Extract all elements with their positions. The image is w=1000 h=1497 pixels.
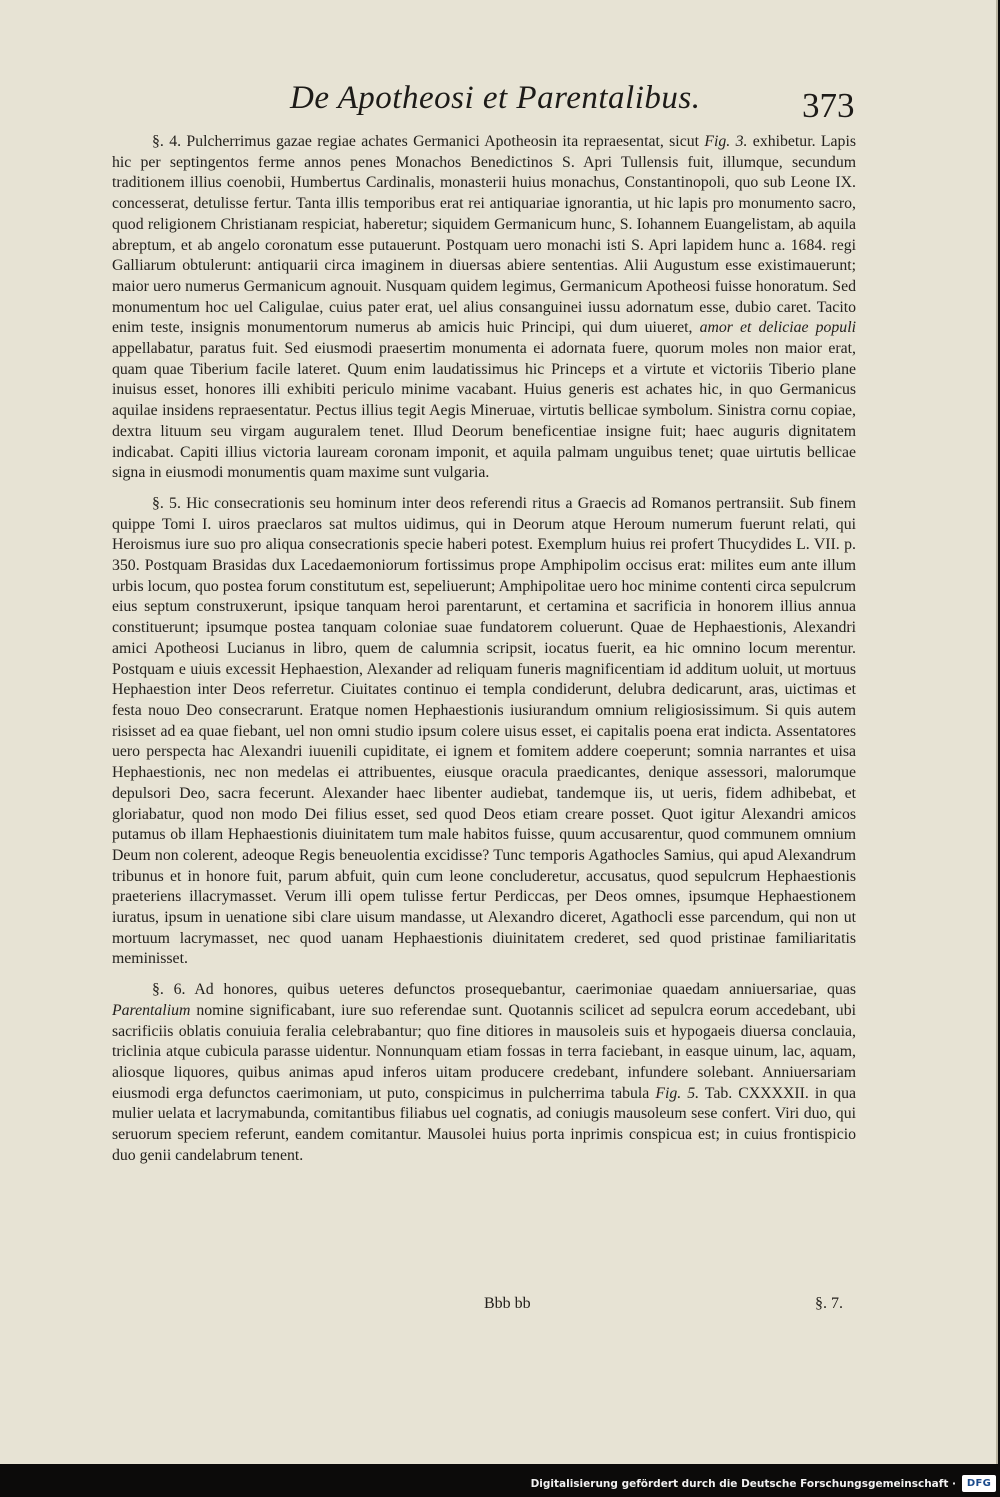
paragraph-section-5: §. 5. Hic consecrationis seu hominum inter deos referendi ritus a Graecis ad Romanos pertransiit. Sub finem quippe Tomi I. uiros praeclaros sat multos uidimus, qui in Deorum atque Heroum numerum fuerunt relati, qui Heroismus iure suo pro aliqua consecrationis specie haberi potest. Exemplum huius rei profert Thucydides L. VII. p. 350. Postquam Brasidas dux Lacedaemoniorum fortissimus prope Amphipolim occisus erat: milites eum ante illum urbis locum, quo postea forum constitutum est, sepeliuerunt; Amphipolitae uero hoc minime contenti circa sepulcrum eius septum construxerunt, ipsique tanquam heroi parentarunt, et certamina et sacrificia in honorem illius annua constituerunt; ipsumque postea tanquam coloniae suae fundatorem coluerunt. Quae de Hephaestionis, Alexandri amici Apotheosi Lucianus in libro, quem de calumnia scripsit, iocatus fuerit, ea hic omnino locum merentur. Postquam e uiuis excessit Hephaestion, Alexander ad reliquam funeris magnificentiam id additum uoluit, ut mortuus Hephaestion inter Deos referretur. Ciuitates continuo ei templa condiderunt, delubra dedicarunt, aras, uictimas et festa nouo Deo consecrarunt. Eratque nomen Hephaestionis iusiurandum omnium religiosissimum. Si quis autem risisset ad ea quae fiebant, uel non omni studio ipsum colere uisus esset, ei capitalis poena erat indicta. Assentatores uero perspecta hac Alexandri iuuenili cupiditate, ei ignem et fomitem addere coeperunt; somnia narrantes et uisa Hephaestionis, nec non medelas ei attribuentes, eiusque oracula praedicantes, denique assessori, malorumque depulsori Deo, sacra fecerunt. Alexander haec libenter audiebat, tandemque iis, ut ueris, fidem adhibebat, et gloriabatur, quod non modo Dei filius esset, sed quod Deos etiam creare posset. Quot igitur Alexandri amicos putamus ob illam Hephaestionis diuinitatem tum male habitos fuisse, quum accusarentur, quod communem omnium Deum non colerent, adeoque Regis beneuolentia excidisse? Tunc temporis Agathocles Samius, qui apud Alexandrum tribunus et in honore fuit, parum abfuit, quin cum leone concluderetur, accusatus, quod sepulcrum Hephaestionis praeteriens illacrymasset. Verum illi opem tulisse fertur Perdiccas, per Deos omnes, ipsumque Hephaestionem iuratus, ipsum in uenatione sibi clare uisum mandasse, ut Alexandro diceret, Agathocli esse parcendum, qui non ut mortuum lacrymasset, nec quod uanam Hephaestionis diuinitatem crederet, sed quod pristinae familiaritatis meminisset.: [112, 494, 856, 968]
page-body: [112, 132, 856, 1166]
figure-reference: Fig. 5.: [655, 1084, 700, 1102]
running-head-title: De Apotheosi et Parentalibus.: [290, 80, 701, 116]
figure-reference: Fig. 3.: [704, 133, 748, 150]
catchword: §. 7.: [815, 1295, 843, 1312]
paragraph-text: appellabatur, paratus fuit. Sed eiusmodi praesertim monumenta ei adornata fuere, quorum moles non maior erat, quam quae Tiberium facile lateret. Quum enim laudatissimus hic Princeps et a virtute et victoriis Tiberio plane inuisus esset, honores illi exhibiti periculo minime vacabant. Huius generis est achates hic, in quo Germanicus aquilae insidens repraesentatur. Pectus illius tegit Aegis Mineruae, virtutis bellicae symbolum. Sinistra cornu copiae, dextra lituum seu virgam auguralem tenet. Illud Deorum beneficentiae insigne fuit; haec auguris dignitatem indicabat. Capiti illius victoria lauream coronam imponit, et aquila palmam unguibus tenet; quae uirtutis bellicae signa in eiusmodi monumentis quam maxime sunt vulgaria.: [112, 340, 856, 482]
funding-notice: Digitalisierung gefördert durch die Deutsche Forschungsgemeinschaft ·: [530, 1478, 956, 1490]
paragraph-text: §. 6. Ad honores, quibus ueteres defunctos prosequebantur, caerimoniae quaedam anniuersariae, quas: [152, 981, 856, 999]
italic-quote: amor et deliciae populi: [699, 319, 856, 337]
dfg-logo-text: DFG: [966, 1478, 992, 1489]
printer-signature: Bbb bb: [484, 1295, 531, 1312]
paragraph-text: exhibetur. Lapis hic per septingentos ferme annos penes Monachos Benedictinos S. Apri Tullensis fuit, illumque, secundum traditionem illius coenobii, Humbertus Cardinalis, monasterii huius monachus, Constantinopoli, quo sub Leone IX. concesserat, detulisse fertur. Tanta illis temporibus erat rei antiquariae ignorantia, ut hic lapis pro monumento sacro, quod religionem Christianam respiciat, haberetur; siquidem Germanicum hunc, S. Iohannem Euangelistam, ab aquila abreptum, et ab angelo coronatum esse putauerunt. Postquam uero monachi isti S. Apri lapidem hunc a. 1684. regi Galliarum obtulerunt: antiquarii circa imaginem in diuersas abiere sententias. Alii Augustum esse existimauerunt; maior uero numerus Germanicum agnouit. Nusquam quidem legimus, Germanicum Apotheosi fuisse honoratum. Sed monumentum hoc uel Caligulae, cuius pater erat, uel alius consanguinei iussu adornatum esse, dubio caret. Tacito enim teste, insignis monumentorum numerus ab amicis huic Principi, qui dum uiueret,: [112, 133, 856, 337]
paragraph-text: §. 4. Pulcherrimus gazae regiae achates Germanici Apotheosin ita repraesentat, sicut: [152, 133, 705, 150]
paragraph-text: nomine significabant, iure suo referendae sunt. Quotannis scilicet ad sepulcra eorum accedebant, ubi sacrificiis oblatis conuiuia feralia celebrabantur; quo fine ditiores in mausoleis suis et hypogaeis diuersa conclauia, triclinia atque cubicula parasse uidentur. Nonnunquam etiam fossas in terra faciebant, in easque uinum, lac, aquam, aliosque liquores, quibus animas apud inferos uitam producere credebant, infundere solebant. Anniuersariam eiusmodi erga defunctos caerimoniam, ut puto, conspicimus in pulcherrima tabula: [112, 1001, 856, 1102]
paragraph-section-4: [112, 132, 856, 484]
italic-term: Parentalium: [112, 1001, 191, 1019]
dfg-logo-icon: [962, 1475, 996, 1492]
paragraph-text: Tab. CXXXXII. in qua mulier uelata et lacrymabunda, comitantibus filiabus uel cognatis, ad coniugis mausoleum sese confert. Viri duo, qui seruorum speciem referunt, eandem comitantur. Mausolei huius porta inprimis conspicua est; in cuius frontispicio duo genii candelabrum tenent.: [112, 1084, 857, 1164]
page-number: 373: [802, 86, 855, 125]
paragraph-section-6: [112, 980, 856, 1166]
